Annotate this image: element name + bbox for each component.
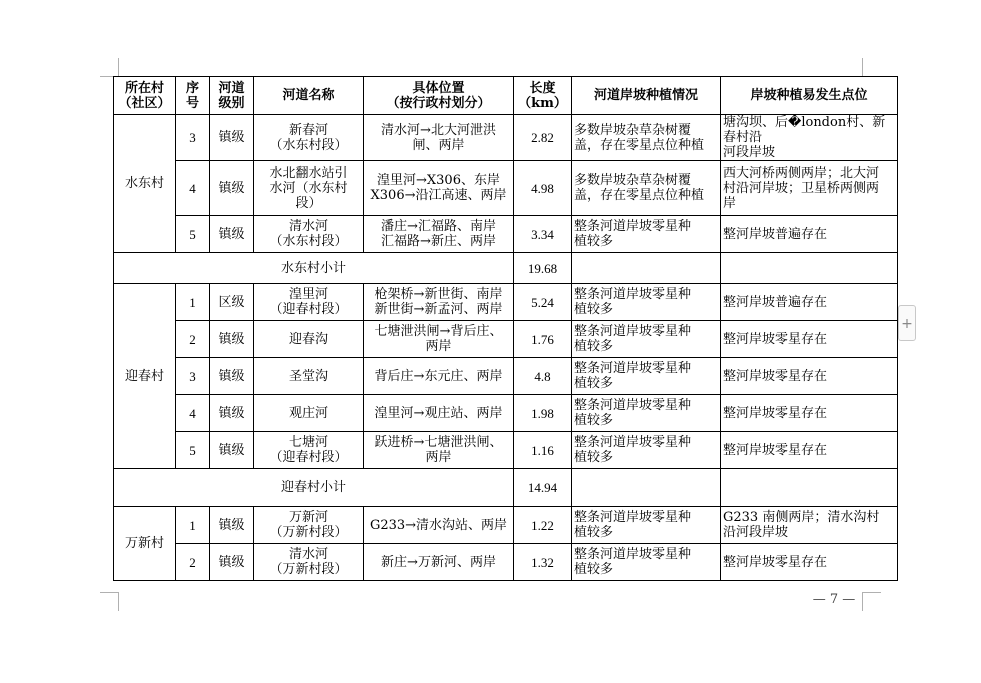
level-cell: 镇级 [210, 358, 254, 395]
header-village: 所在村 （社区） [114, 77, 176, 115]
seq-cell: 4 [176, 161, 210, 216]
subtotal-empty-cell [572, 253, 721, 284]
points-cell: 整河岸坡零星存在 [721, 358, 898, 395]
subtotal-value: 19.68 [514, 253, 572, 284]
points-cell: 西大河桥两侧两岸；北大河 村沿河岸坡；卫星桥两侧两 岸 [721, 161, 898, 216]
add-button[interactable]: + [898, 305, 916, 341]
river-name-cell: 湟里河 （迎春村段） [254, 284, 364, 321]
planting-cell: 整条河道岸坡零星种 植较多 [572, 358, 721, 395]
seq-cell: 5 [176, 432, 210, 469]
location-cell: 潘庄→汇福路、南岸 汇福路→新庄、两岸 [364, 216, 514, 253]
page-corner-mark-top-right [862, 58, 881, 77]
location-cell: 背后庄→东元庄、两岸 [364, 358, 514, 395]
points-cell: 整河岸坡普遍存在 [721, 216, 898, 253]
header-seq: 序 号 [176, 77, 210, 115]
length-cell: 1.98 [514, 395, 572, 432]
length-cell: 1.16 [514, 432, 572, 469]
points-cell: G233 南侧两岸；清水沟村 沿河段岸坡 [721, 507, 898, 544]
subtotal-row [114, 469, 898, 507]
header-location: 具体位置 （按行政村划分） [364, 77, 514, 115]
points-cell: 整河岸坡零星存在 [721, 544, 898, 581]
header-level: 河道 级别 [210, 77, 254, 115]
seq-cell: 2 [176, 321, 210, 358]
river-name-cell: 万新河 （万新村段） [254, 507, 364, 544]
river-name-cell: 圣堂沟 [254, 358, 364, 395]
subtotal-label: 水东村小计 [114, 253, 514, 284]
river-planting-table [113, 76, 898, 581]
level-cell: 镇级 [210, 395, 254, 432]
planting-cell: 整条河道岸坡零星种 植较多 [572, 284, 721, 321]
subtotal-row [114, 253, 898, 284]
village-cell: 水东村 [114, 115, 176, 253]
river-name-cell: 新春河 （水东村段） [254, 115, 364, 161]
seq-cell: 5 [176, 216, 210, 253]
header-row [114, 77, 898, 115]
subtotal-empty-cell [572, 469, 721, 507]
seq-cell: 1 [176, 507, 210, 544]
level-cell: 镇级 [210, 507, 254, 544]
header-planting: 河道岸坡种植情况 [572, 77, 721, 115]
level-cell: 镇级 [210, 432, 254, 469]
seq-cell: 2 [176, 544, 210, 581]
location-cell: 新庄→万新河、两岸 [364, 544, 514, 581]
planting-cell: 整条河道岸坡零星种 植较多 [572, 432, 721, 469]
location-cell: 清水河→北大河泄洪 闸、两岸 [364, 115, 514, 161]
river-name-cell: 清水河 （万新村段） [254, 544, 364, 581]
subtotal-label: 迎春村小计 [114, 469, 514, 507]
subtotal-value: 14.94 [514, 469, 572, 507]
table-row [114, 544, 898, 581]
header-name: 河道名称 [254, 77, 364, 115]
points-cell: 整河岸坡零星存在 [721, 321, 898, 358]
level-cell: 镇级 [210, 161, 254, 216]
table-row [114, 432, 898, 469]
length-cell: 4.98 [514, 161, 572, 216]
planting-cell: 整条河道岸坡零星种 植较多 [572, 216, 721, 253]
table-row [114, 507, 898, 544]
location-cell: 湟里河→X306、东岸 X306→沿江高速、两岸 [364, 161, 514, 216]
length-cell: 4.8 [514, 358, 572, 395]
river-name-cell: 水北翻水站引 水河（水东村 段） [254, 161, 364, 216]
length-cell: 5.24 [514, 284, 572, 321]
planting-cell: 整条河道岸坡零星种 植较多 [572, 507, 721, 544]
page-corner-mark-top-left [100, 58, 119, 77]
river-name-cell: 七塘河 （迎春村段） [254, 432, 364, 469]
seq-cell: 3 [176, 115, 210, 161]
level-cell: 镇级 [210, 115, 254, 161]
location-cell: 湟里河→观庄站、两岸 [364, 395, 514, 432]
planting-cell: 整条河道岸坡零星种 植较多 [572, 395, 721, 432]
header-length: 长度 （km） [514, 77, 572, 115]
river-name-cell: 清水河 （水东村段） [254, 216, 364, 253]
table-row [114, 321, 898, 358]
points-cell: 塘沟坝、后�london村、新春村沿 河段岸坡 [721, 115, 898, 161]
points-cell: 整河岸坡零星存在 [721, 432, 898, 469]
seq-cell: 4 [176, 395, 210, 432]
village-cell: 万新村 [114, 507, 176, 581]
points-cell: 整河岸坡零星存在 [721, 395, 898, 432]
table-body [114, 115, 898, 581]
length-cell: 1.32 [514, 544, 572, 581]
header-points: 岸坡种植易发生点位 [721, 77, 898, 115]
location-cell: 七塘泄洪闸→背后庄、 两岸 [364, 321, 514, 358]
planting-cell: 多数岸坡杂草杂树覆 盖，存在零星点位种植 [572, 115, 721, 161]
table-row [114, 216, 898, 253]
points-cell: 整河岸坡普遍存在 [721, 284, 898, 321]
length-cell: 1.76 [514, 321, 572, 358]
subtotal-empty-cell [721, 253, 898, 284]
planting-cell: 多数岸坡杂草杂树覆 盖，存在零星点位种植 [572, 161, 721, 216]
location-cell: G233→清水沟站、两岸 [364, 507, 514, 544]
length-cell: 3.34 [514, 216, 572, 253]
table-row [114, 358, 898, 395]
table-row [114, 161, 898, 216]
location-cell: 跃进桥→七塘泄洪闸、 两岸 [364, 432, 514, 469]
level-cell: 镇级 [210, 544, 254, 581]
level-cell: 镇级 [210, 321, 254, 358]
planting-cell: 整条河道岸坡零星种 植较多 [572, 321, 721, 358]
seq-cell: 3 [176, 358, 210, 395]
river-name-cell: 观庄河 [254, 395, 364, 432]
level-cell: 镇级 [210, 216, 254, 253]
length-cell: 1.22 [514, 507, 572, 544]
river-name-cell: 迎春沟 [254, 321, 364, 358]
seq-cell: 1 [176, 284, 210, 321]
table-row [114, 115, 898, 161]
page-corner-mark-bottom-right [862, 592, 881, 611]
page-number: — 7 — [812, 592, 856, 607]
planting-cell: 整条河道岸坡零星种 植较多 [572, 544, 721, 581]
page-corner-mark-bottom-left [100, 592, 119, 611]
table-row [114, 395, 898, 432]
table-row [114, 284, 898, 321]
village-cell: 迎春村 [114, 284, 176, 469]
location-cell: 枪架桥→新世街、南岸 新世街→新孟河、两岸 [364, 284, 514, 321]
subtotal-empty-cell [721, 469, 898, 507]
level-cell: 区级 [210, 284, 254, 321]
length-cell: 2.82 [514, 115, 572, 161]
